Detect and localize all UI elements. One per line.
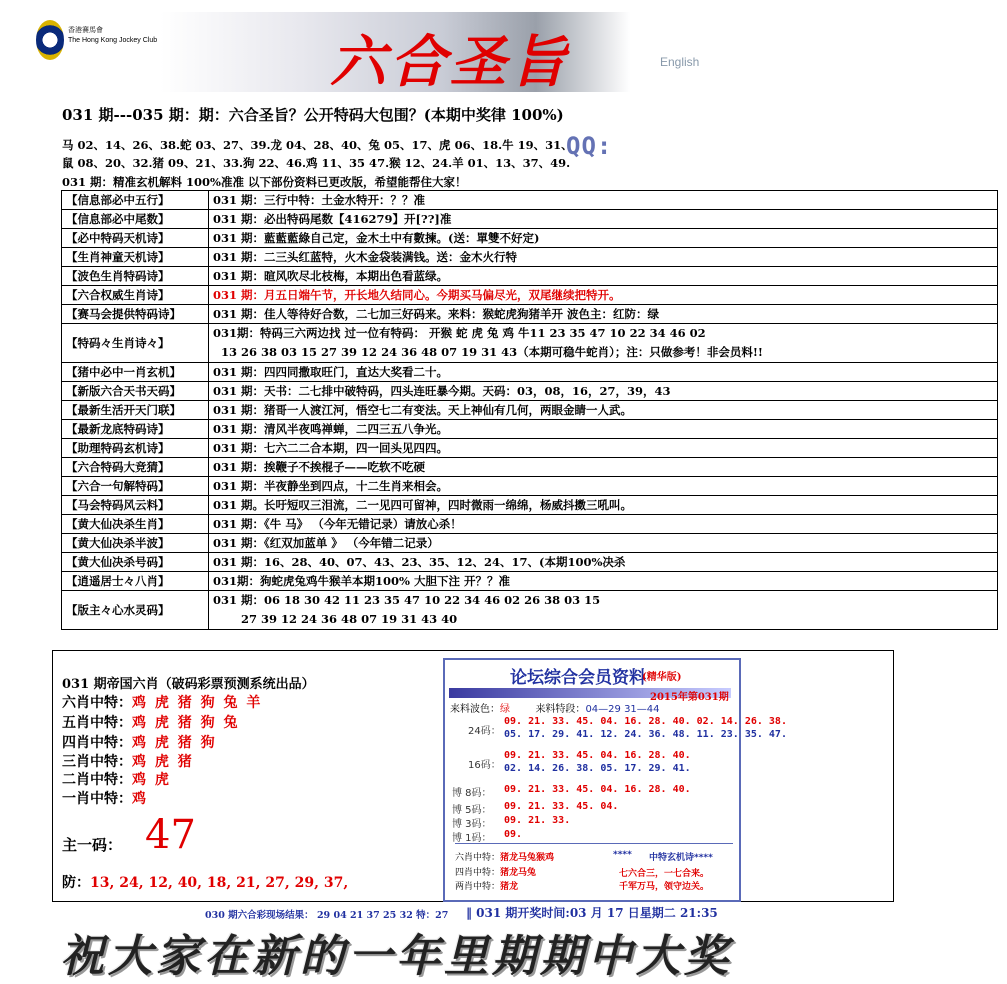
- row-value-line-2: 13 26 38 03 15 27 39 12 24 36 48 07 19 31 43（本期可稳牛蛇肖）；注：只做参考！非会员料!!: [213, 345, 763, 359]
- foot-two-value: 猪龙: [500, 882, 519, 892]
- card-group-numbers: 05. 17. 29. 41. 12. 24. 36. 48. 11. 23. 35. 47.: [504, 729, 787, 740]
- row-value: 031 期：暄风吹尽北枝梅，本期出色看蓝绿。: [209, 267, 998, 286]
- card-group-label: 博 3码：: [452, 819, 492, 830]
- row-value-line-1: 031期：特码三六两边找 过一位有特码： 开猴 蛇 虎 兔 鸡 牛11 23 35 47 10 22 34 46 02: [213, 326, 706, 340]
- table-row: [62, 210, 998, 229]
- zodiac-numbers-line-2: 鼠 08、20、32.猪 09、21、33.狗 22、46.鸡 11、35 47.猴 12、24.羊 01、13、37、49.: [62, 156, 571, 170]
- table-row: [62, 363, 998, 382]
- row-value-line-1: 031 期：06 18 30 42 11 23 35 47 10 22 34 46 02 26 38 03 15: [213, 593, 601, 607]
- row-label: 【新版六合天书天码】: [62, 382, 209, 401]
- pick-value: 鸡 虎 猪: [132, 754, 194, 770]
- row-value: 031 期：猪哥一人渡江河，悟空七二有变法。天上神仙有几何，两眼金睛一人武。: [209, 401, 998, 420]
- pick-label: 一肖中特：: [62, 791, 132, 807]
- card-group-label: 博 8码：: [452, 788, 492, 799]
- row-value: 031 期：16、28、40、07、43、23、35、12、24、17、(本期100%决杀: [209, 553, 998, 572]
- table-row: [62, 553, 998, 572]
- card-issue: 2015年第031期: [650, 692, 729, 703]
- table-row: [62, 439, 998, 458]
- jockey-club-logo: [36, 20, 64, 60]
- pick-value: 鸡 虎: [132, 772, 171, 788]
- card-group-numbers: 09. 21. 33. 45. 04. 16. 28. 40. 02. 14. 26. 38.: [504, 716, 787, 727]
- row-value: [209, 591, 998, 630]
- previous-result: 030 期六合彩现场结果： 29 04 21 37 25 32 特：27: [205, 910, 449, 921]
- pick-value: 鸡: [132, 791, 148, 807]
- row-value: 031期：狗蛇虎兔鸡牛猴羊本期100% 大胆下注 开？？准: [209, 572, 998, 591]
- row-value: 031 期：天书：二七排中破特码，四头连旺暴今期。天码：03，08，16，27，39，43: [209, 382, 998, 401]
- pick-value: 鸡 虎 猪 狗 兔: [132, 715, 240, 731]
- pick-row: [62, 751, 194, 771]
- table-row: [62, 572, 998, 591]
- row-value: 031 期：二三头红蓝特，火木金袋装满钱。送：金木火行特: [209, 248, 998, 267]
- banner-title: 六合圣旨: [330, 29, 570, 95]
- pick-label: 四肖中特：: [62, 735, 132, 751]
- row-value: 031 期：七六二二合本期，四一回头见四四。: [209, 439, 998, 458]
- pick-label: 三肖中特：: [62, 754, 132, 770]
- card-group-numbers: 02. 14. 26. 38. 05. 17. 29. 41.: [504, 763, 691, 774]
- row-value: 031 期：清风半夜鸣禅蝉，二四三五八争光。: [209, 420, 998, 439]
- foot-poem-line-1: 七六合三，一七合来。: [619, 869, 710, 879]
- table-row: [62, 534, 998, 553]
- table-row: [62, 305, 998, 324]
- foot-four: [455, 865, 536, 878]
- imperial-title: 031 期帝国六肖（破码彩票预测系统出品）: [62, 677, 315, 692]
- row-value: 031 期：四四同撒取旺门，直达大奖看二十。: [209, 363, 998, 382]
- row-label: 【生肖神童天机诗】: [62, 248, 209, 267]
- table-row: [62, 229, 998, 248]
- table-row: [62, 324, 998, 363]
- table-row: [62, 515, 998, 534]
- period-note: 031 期：精准玄机解料 100%准准 以下部份资料已更改版，希望能帮住大家！: [62, 175, 467, 189]
- foot-four-value: 猪龙马兔: [500, 868, 537, 878]
- pick-label: 五肖中特：: [62, 715, 132, 731]
- table-row: [62, 248, 998, 267]
- wave-value: 绿: [500, 704, 510, 715]
- pick-value: 鸡 虎 猪 狗 兔 羊: [132, 695, 263, 711]
- qq-watermark: QQ:: [566, 132, 613, 160]
- zodiac-numbers-line-1: 马 02、14、26、38.蛇 03、27、39.龙 04、28、40、兔 05、17、虎 06、18.牛 19、31、: [62, 138, 573, 152]
- card-group-label: 博 1码：: [452, 833, 492, 844]
- table-row: [62, 286, 998, 305]
- foot-six-value: 猪龙马兔猴鸡: [500, 853, 555, 863]
- page-headline: 031 期---035 期：期：六合圣旨？公开特码大包围？(本期中奖律 100%): [62, 106, 564, 124]
- foot-two-label: 两肖中特：: [455, 882, 501, 892]
- row-label: 【信息部必中五行】: [62, 191, 209, 210]
- pick-row: [62, 788, 148, 808]
- card-group-numbers: 09. 21. 33.: [504, 815, 571, 826]
- row-label: 【特码々生肖诗々】: [62, 324, 209, 363]
- card-group-numbers: 09. 21. 33. 45. 04. 16. 28. 40.: [504, 784, 691, 795]
- table-row: [62, 267, 998, 286]
- row-label: 【必中特码天机诗】: [62, 229, 209, 248]
- card-meta: [450, 700, 660, 715]
- row-label: 【最新龙底特码诗】: [62, 420, 209, 439]
- row-label: 【助理特码玄机诗】: [62, 439, 209, 458]
- row-value: 031 期：《红双加蓝单 》 （今年错二记录）: [209, 534, 998, 553]
- row-label: 【波色生肖特码诗】: [62, 267, 209, 286]
- row-label: 【最新生活开天门联】: [62, 401, 209, 420]
- row-label: 【赛马会提供特码诗】: [62, 305, 209, 324]
- row-value: 031 期：佳人等待好合数，二七加三好码来。来料：猴蛇虎狗猪羊开 波色主：红防：绿: [209, 305, 998, 324]
- wave-label: 来料波色：: [450, 704, 500, 715]
- next-draw-time: ‖ 031 期开奖时间:03 月 17 日星期二 21:35: [466, 906, 718, 920]
- pick-row: [62, 712, 240, 732]
- foot-poem-title: 中特玄机诗****: [649, 853, 713, 863]
- row-label: 【六合特码大竞猜】: [62, 458, 209, 477]
- foot-stars: ****: [613, 850, 632, 860]
- foot-six: [455, 850, 554, 863]
- row-label: 【版主々心水灵码】: [62, 591, 209, 630]
- row-value: 031 期：必出特码尾数【416279】开[??]准: [209, 210, 998, 229]
- foot-six-label: 六肖中特：: [455, 853, 501, 863]
- pick-value: 鸡 虎 猪 狗: [132, 735, 217, 751]
- table-row: [62, 191, 998, 210]
- row-value-line-2: 27 39 12 24 36 48 07 19 31 43 40: [213, 612, 458, 626]
- pick-label: 二肖中特：: [62, 772, 132, 788]
- table-row: [62, 458, 998, 477]
- table-row: [62, 496, 998, 515]
- guard-label: 防：: [62, 875, 90, 891]
- table-row: [62, 477, 998, 496]
- main-number-value: 47: [145, 812, 196, 858]
- table-row: [62, 420, 998, 439]
- row-label: 【六合权威生肖诗】: [62, 286, 209, 305]
- row-value: 031 期：挨鞭子不挨棍子——吃软不吃硬: [209, 458, 998, 477]
- card-group-label: 博 5码：: [452, 805, 492, 816]
- guard-value: 13, 24, 12, 40, 18, 21, 27, 29, 37,: [90, 875, 349, 891]
- card-group-numbers: 09. 21. 33. 45. 04.: [504, 801, 619, 812]
- logo-text-english: The Hong Kong Jockey Club: [68, 37, 158, 44]
- foot-two: [455, 879, 518, 892]
- row-value: 031 期：藍藍藍綠自己定，金木土中有數揀。(送：單雙不好定): [209, 229, 998, 248]
- card-title-badge: (精华版): [642, 672, 682, 683]
- row-label: 【黄大仙决杀生肖】: [62, 515, 209, 534]
- row-label: 【信息部必中尾数】: [62, 210, 209, 229]
- pick-row: [62, 769, 171, 789]
- row-label: 【猪中必中一肖玄机】: [62, 363, 209, 382]
- row-label: 【逍遥居士々八肖】: [62, 572, 209, 591]
- row-label: 【黄大仙决杀号码】: [62, 553, 209, 572]
- blessing-banner: 祝大家在新的一年里期期中大奖: [60, 931, 732, 982]
- special-value: 04—29 31—44: [585, 704, 660, 715]
- foot-four-label: 四肖中特：: [455, 868, 501, 878]
- row-value: 031 期：《牛 马》 （今年无错记录）请放心杀！: [209, 515, 998, 534]
- prediction-table-body: [62, 191, 998, 630]
- table-row: [62, 401, 998, 420]
- prediction-table: [61, 190, 998, 630]
- pick-row: [62, 732, 217, 752]
- row-label: 【马会特码风云料】: [62, 496, 209, 515]
- row-value: 031 期。长吁短叹三泪流，二一见四可留神，四时微雨一绵绵，杨威抖擞三吼叫。: [209, 496, 998, 515]
- row-value: 031 期：三行中特：土金水特开：？？准: [209, 191, 998, 210]
- foot-poem-line-2: 千军万马，领守边关。: [619, 882, 710, 892]
- english-link[interactable]: English: [660, 55, 700, 69]
- logo-text: [68, 26, 157, 46]
- row-value: 031 期：月五日端午节，开长地久结同心。今期买马偏尽光，双尾继续把特开。: [209, 286, 998, 305]
- table-row: [62, 591, 998, 630]
- card-group-numbers: 09.: [504, 829, 523, 840]
- card-title: 论坛综合会员资料: [510, 668, 646, 688]
- main-number-label: 主一码：: [62, 836, 123, 854]
- logo-text-chinese: 香港賽馬會: [68, 27, 103, 34]
- pick-row: [62, 692, 262, 712]
- row-value: [209, 324, 998, 363]
- card-footer: [455, 843, 733, 894]
- card-group-label: 24码：: [468, 726, 501, 737]
- special-label: 来料特段：: [535, 704, 586, 715]
- guard-numbers: [62, 872, 348, 892]
- table-row: [62, 382, 998, 401]
- card-group-numbers: 09. 21. 33. 45. 04. 16. 28. 40.: [504, 750, 691, 761]
- card-group-label: 16码：: [468, 760, 501, 771]
- row-label: 【六合一句解特码】: [62, 477, 209, 496]
- row-value: 031 期：半夜静坐到四点，十二生肖来相会。: [209, 477, 998, 496]
- row-label: 【黄大仙决杀半波】: [62, 534, 209, 553]
- pick-label: 六肖中特：: [62, 695, 132, 711]
